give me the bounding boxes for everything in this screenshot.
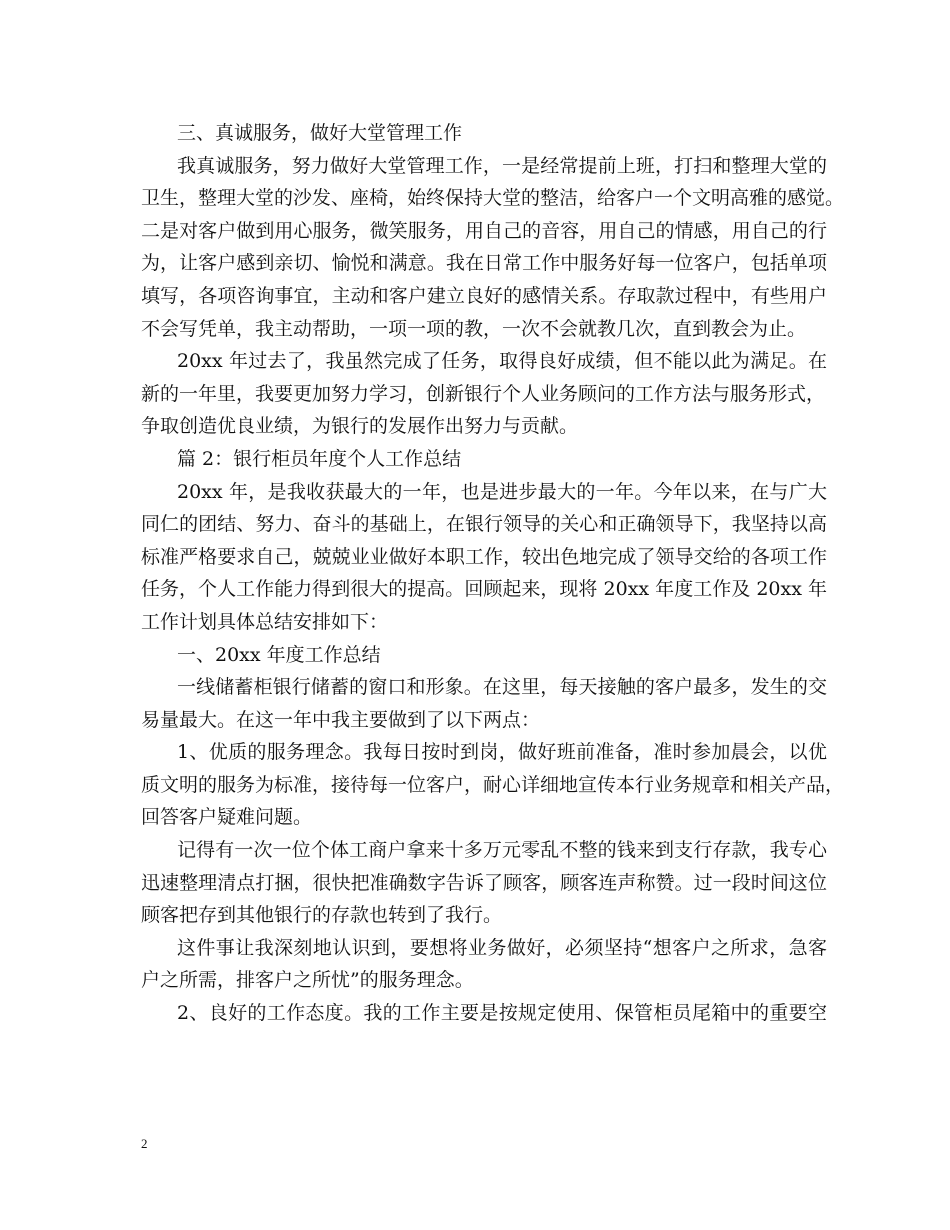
text-line: 户之所需，排客户之所忧”的服务理念。 bbox=[141, 969, 474, 992]
text-line: 质文明的服务为标准，接待每一位客户，耐心详细地宣传本行业务规章和相关产品， bbox=[141, 773, 845, 796]
text-line: 20xx 年，是我收获最大的一年，也是进步最大的一年。今年以来，在与广大 bbox=[177, 480, 827, 503]
text-line: 一、20xx 年度工作总结 bbox=[177, 643, 381, 666]
text-line: 卫生，整理大堂的沙发、座椅，始终保持大堂的整洁，给客户一个文明高雅的感觉。 bbox=[141, 187, 845, 210]
text-line: 争取创造优良业绩，为银行的发展作出努力与贡献。 bbox=[141, 415, 579, 438]
text-line: 不会写凭单，我主动帮助，一项一项的教，一次不会就教几次，直到教会为止。 bbox=[141, 317, 807, 340]
document-body bbox=[141, 117, 845, 1030]
text-line: 三、真诚服务，做好大堂管理工作 bbox=[177, 122, 463, 144]
text-line: 我真诚服务，努力做好大堂管理工作，一是经常提前上班，打扫和整理大堂的 bbox=[177, 154, 827, 177]
text-line: 这件事让我深刻地认识到，要想将业务做好，必须坚持“想客户之所求，急客 bbox=[177, 936, 827, 959]
text-line: 为，让客户感到亲切、愉悦和满意。我在日常工作中服务好每一位客户，包括单项 bbox=[141, 252, 827, 275]
text-line: 1、优质的服务理念。我每日按时到岗，做好班前准备，准时参加晨会，以优 bbox=[177, 741, 827, 764]
text-line: 2、良好的工作态度。我的工作主要是按规定使用、保管柜员尾箱中的重要空 bbox=[177, 1002, 827, 1025]
text-line: 记得有一次一位个体工商户拿来十多万元零乱不整的钱来到支行存款，我专心 bbox=[177, 839, 827, 862]
text-line: 同仁的团结、努力、奋斗的基础上，在银行领导的关心和正确领导下，我坚持以高 bbox=[141, 513, 827, 536]
text-line: 一线储蓄柜银行储蓄的窗口和形象。在这里，每天接触的客户最多，发生的交 bbox=[177, 676, 827, 699]
text-line: 顾客把存到其他银行的存款也转到了我行。 bbox=[141, 904, 503, 927]
text-line: 篇 2：银行柜员年度个人工作总结 bbox=[177, 447, 462, 470]
text-line: 任务，个人工作能力得到很大的提高。回顾起来，现将 20xx 年度工作及 20xx 年 bbox=[141, 578, 827, 601]
text-line: 20xx 年过去了，我虽然完成了任务，取得良好成绩，但不能以此为满足。在 bbox=[177, 350, 827, 373]
text-line: 填写，各项咨询事宜，主动和客户建立良好的感情关系。存取款过程中，有些用户 bbox=[141, 284, 827, 307]
page-number: 2 bbox=[141, 1136, 148, 1151]
text-line: 回答客户疑难问题。 bbox=[141, 806, 313, 829]
text-line: 标准严格要求自己，兢兢业业做好本职工作，较出色地完成了领导交给的各项工作 bbox=[141, 545, 827, 568]
text-line: 二是对客户做到用心服务，微笑服务，用自己的音容，用自己的情感，用自己的行 bbox=[141, 219, 827, 242]
text-line: 工作计划具体总结安排如下： bbox=[141, 610, 389, 633]
text-line: 易量最大。在这一年中我主要做到了以下两点： bbox=[141, 708, 541, 731]
text-line: 新的一年里，我要更加努力学习，创新银行个人业务顾问的工作方法与服务形式， bbox=[141, 382, 826, 405]
text-line: 迅速整理清点打捆，很快把准确数字告诉了顾客，顾客连声称赞。过一段时间这位 bbox=[141, 871, 827, 894]
